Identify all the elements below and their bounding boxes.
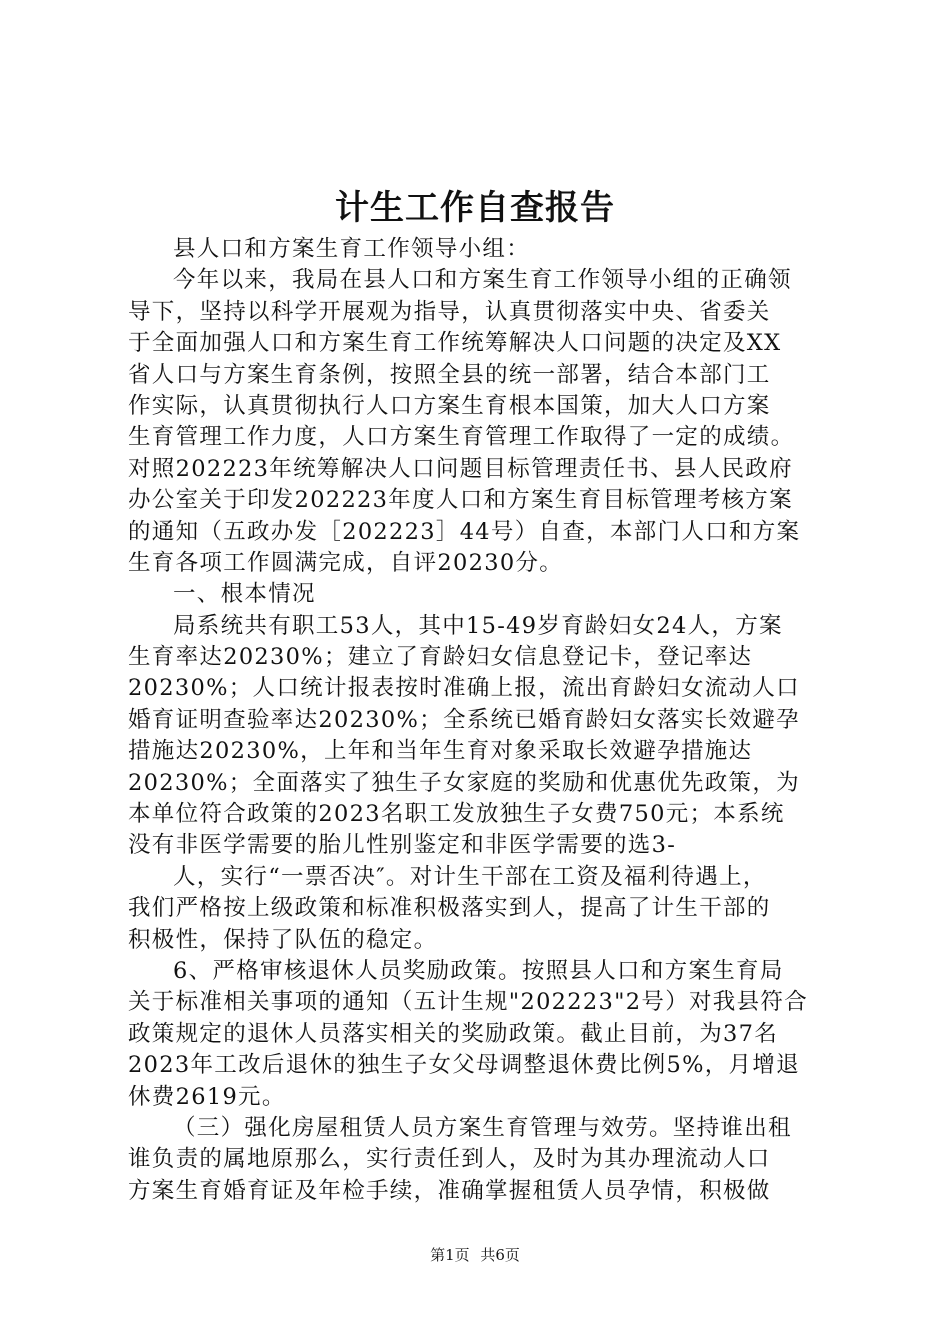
paragraph-line: 生育率达20230%；建立了育龄妇女信息登记卡，登记率达 — [128, 644, 753, 671]
page-number: 第1页 — [430, 1246, 470, 1264]
paragraph-line: 导下，坚持以科学开展观为指导，认真贯彻落实中央、省委关 — [128, 298, 771, 325]
paragraph-line: 积极性，保持了队伍的稳定。 — [128, 926, 438, 953]
paragraph-line: 于全面加强人口和方案生育工作统筹解决人口问题的决定及XX — [128, 330, 782, 357]
paragraph-line: 20230%；全面落实了独生子女家庭的奖励和优惠优先政策，为 — [128, 769, 800, 796]
paragraph-line: 没有非医学需要的胎儿性别鉴定和非医学需要的选3- — [128, 832, 677, 859]
section-heading: 一、根本情况 — [173, 581, 316, 608]
paragraph-line: 20230%；人口统计报表按时准确上报，流出育龄妇女流动人口 — [128, 675, 800, 702]
paragraph-line: 省人口与方案生育条例，按照全县的统一部署，结合本部门工 — [128, 361, 771, 388]
paragraph-line: 方案生育婚育证及年检手续，准确掌握租赁人员孕情，积极做 — [128, 1177, 771, 1204]
paragraph-line: 局系统共有职工53人，其中15-49岁育龄妇女24人，方案 — [173, 612, 783, 639]
paragraph-line: 6、严格审核退休人员奖励政策。按照县人口和方案生育局 — [173, 957, 784, 984]
paragraph-line: 生育管理工作力度，人口方案生育管理工作取得了一定的成绩。 — [128, 424, 795, 451]
paragraph-line: 本单位符合政策的2023名职工发放独生子女费750元；本系统 — [128, 801, 785, 828]
paragraph-line: 关于标准相关事项的通知（五计生规"202223"2号）对我县符合 — [128, 989, 809, 1016]
page-total: 共6页 — [480, 1246, 520, 1264]
paragraph-line: 今年以来，我局在县人口和方案生育工作领导小组的正确领 — [173, 267, 792, 294]
paragraph-line: 的通知（五政办发［202223］44号）自查，本部门人口和方案 — [128, 518, 801, 545]
paragraph-line: （三）强化房屋租赁人员方案生育管理与效劳。坚持谁出租 — [173, 1114, 792, 1141]
document-body — [128, 234, 833, 1207]
paragraph-line: 2023年工改后退休的独生子女父母调整退休费比例5%，月增退 — [128, 1052, 800, 1079]
paragraph-line: 谁负责的属地原那么，实行责任到人，及时为其办理流动人口 — [128, 1146, 771, 1173]
page-footer — [0, 1244, 950, 1266]
paragraph-line: 休费2619元。 — [128, 1083, 286, 1110]
salutation-line: 县人口和方案生育工作领导小组： — [173, 236, 531, 262]
paragraph-line: 生育各项工作圆满完成，自评20230分。 — [128, 549, 564, 576]
document-title: 计生工作自查报告 — [335, 188, 615, 228]
paragraph-line: 作实际，认真贯彻执行人口方案生育根本国策，加大人口方案 — [128, 392, 771, 419]
paragraph-line: 措施达20230%，上年和当年生育对象采取长效避孕措施达 — [128, 738, 753, 765]
paragraph-line: 婚育证明查验率达20230%；全系统已婚育龄妇女落实长效避孕 — [128, 706, 800, 733]
paragraph-line: 办公室关于印发202223年度人口和方案生育目标管理考核方案 — [128, 487, 793, 514]
paragraph-line: 对照202223年统筹解决人口问题目标管理责任书、县人民政府 — [128, 455, 793, 482]
paragraph-line: 我们严格按上级政策和标准积极落实到人，提高了计生干部的 — [128, 895, 771, 922]
paragraph-line: 政策规定的退休人员落实相关的奖励政策。截止目前，为37名 — [128, 1020, 779, 1047]
paragraph-line: 人，实行“一票否决″。对计生干部在工资及福利待遇上， — [173, 863, 767, 890]
